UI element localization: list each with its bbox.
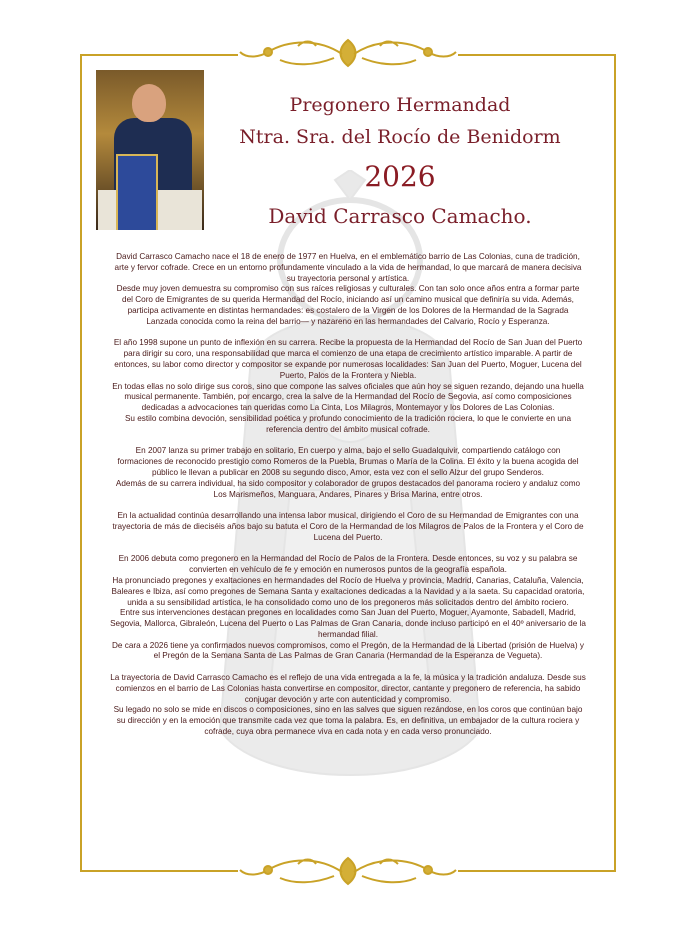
bio-paragraph xyxy=(86,446,610,500)
bio-line: conjugar devoción y arte con autenticidad y compromiso. xyxy=(244,694,452,704)
bio-line: convierten en vehículo de fe y emoción en numerosos puntos de la geografía española. xyxy=(189,565,507,575)
bio-line: público le llevan a publicar en 2008 su segundo disco, Amor, esta vez con el sello Alzur del grupo Senderos. xyxy=(152,467,544,477)
bio-line: musical permanente. También, por encargo, crea la salve de la Hermandad del Rocío de Segovia, así como composiciones xyxy=(124,392,572,402)
bio-line: De cara a 2026 tiene ya confirmados nuevos compromisos, como el Pregón, de la Hermandad de la Libertad (prisión de Huelva) y xyxy=(112,640,584,650)
bio-line: En todas ellas no solo dirige sus coros, sino que compone las salves oficiales que aún hoy se siguen rezando, dejando una huella xyxy=(112,381,584,391)
bio-line: Los Marismeños, Manguara, Andares, Pinares y Brisa Marina, entre otros. xyxy=(213,489,483,499)
bio-line: En 2006 debuta como pregonero en la Hermandad del Rocío de Palos de la Frontera. Desde entonces, su voz y su palabra se xyxy=(118,554,578,564)
bio-line: formaciones de reconocido prestigio como Romeros de la Puebla, Brumas o María de la Colina. El éxito y la buena acogida del xyxy=(117,457,579,467)
bio-line: arte y fervor cofrade. Crece en un entorno profundamente vinculado a la vida de hermandad, lo que marcará de manera decisiva xyxy=(114,262,582,272)
bio-paragraph xyxy=(86,338,610,435)
bio-line: su dirección y en la emoción que transmite cada vez que toma la palabra. Es, en definitiva, un embajador de la cultura rociera y xyxy=(116,716,580,726)
bio-line: En la actualidad continúa desarrollando una intensa labor musical, dirigiendo el Coro de su Hermandad de Emigrantes con una xyxy=(117,511,579,521)
bio-paragraph xyxy=(86,511,610,543)
bio-line: Además de su carrera individual, ha sido compositor y colaborador de grupos destacados del panorama rociero y andaluz como xyxy=(115,478,581,488)
bio-line: para dirigir su coro, una responsabilidad que marca el comienzo de una etapa de crecimiento artístico imparable. A partir de xyxy=(123,349,573,359)
bio-line: cofrade, cuya obra permanece viva en cada nota y en cada verso pronunciado. xyxy=(204,727,492,737)
bio-line: En 2007 lanza su primer trabajo en solitario, En cuerpo y alma, bajo el sello Guadalquivir, compartiendo catálogo con xyxy=(135,446,561,456)
bio-line: hermandad filial. xyxy=(317,629,379,639)
bio-line: Lucena del Puerto. xyxy=(313,532,383,542)
bio-line: Baleares e Ibiza, así como pregones de Semana Santa y exaltaciones dedicadas a la Navidad y a la saeta. Su capacidad oratoria, xyxy=(111,586,585,596)
heading-line-2: Ntra. Sra. del Rocío de Benidorm xyxy=(239,126,561,148)
heading-name: David Carrasco Camacho. xyxy=(268,204,532,228)
bio-paragraph xyxy=(86,554,610,662)
bio-paragraph xyxy=(86,252,610,328)
bio-line: entonces, su labor como director y compositor se expande por numerosas localidades: San Juan del Puerto, Moguer, Lucena del xyxy=(114,359,582,369)
bio-line: Ha pronunciado pregones y exaltaciones en hermandades del Rocío de Huelva y provincia, Madrid, Canarias, Cataluña, Valencia, xyxy=(112,575,584,585)
bio-line: Desde muy joven demuestra su compromiso con sus raíces religiosas y culturales. Con tan solo once años entra a formar parte xyxy=(116,284,580,294)
bio-line: Segovia, Mallorca, Gibraleón, Lucena del Puerto o Las Palmas de Gran Canaria, donde incluso participó en el 40º aniversario de la xyxy=(110,619,586,629)
bio-line: David Carrasco Camacho nace el 18 de enero de 1977 en Huelva, en el emblemático barrio de Las Colonias, cuna de tradición, xyxy=(116,252,580,261)
bio-line: comienzos en el barrio de Las Colonias hasta convertirse en compositor, director, cantante y pregonero de referencia, ha sabido xyxy=(115,683,581,693)
bio-line: trayectoria de más de dieciséis años bajo su batuta el Coro de la Hermandad de los Milagros de Palos de la Frontera y el Coro de xyxy=(112,521,584,531)
bio-line: Su estilo combina devoción, sensibilidad poética y profundo conocimiento de la tradición rociera, lo que le convierte en una xyxy=(124,413,572,423)
speaker-photo xyxy=(96,70,204,230)
bio-line: Entre sus intervenciones destacan pregones en localidades como San Juan del Puerto, Moguer, Ayamonte, Sabadell, Madrid, xyxy=(120,608,576,618)
bio-line: dedicadas a advocaciones tan queridas como La Cinta, Los Milagros, Montemayor y los Dolores de Las Colonias. xyxy=(141,403,555,413)
bio-line: Su legado no solo se mide en discos o composiciones, sino en las salves que siguen rezándose, en los coros que continúan bajo xyxy=(113,705,583,715)
bio-paragraph xyxy=(86,673,610,738)
bio-line: unida a su sensibilidad artística, le ha consolidado como uno de los pregoneros más solicitados dentro del ámbito rociero. xyxy=(127,597,569,607)
top-scroll-ornament-icon xyxy=(238,34,458,74)
bio-line: participa activamente en distintas hermandades: es costalero de la Virgen de los Dolores de la Hermandad de la Sagrada xyxy=(127,305,569,315)
photo-figure-head xyxy=(132,84,166,122)
bio-line: La trayectoria de David Carrasco Camacho es el reflejo de una vida entregada a la fe, la música y la tradición andaluza. Desde sus xyxy=(110,673,586,683)
bio-line: su trayectoria personal y artística. xyxy=(286,273,410,283)
bio-line: del Coro de Emigrantes de su querida Hermandad del Rocío, iniciando así un camino musical que definiría su vida. Además, xyxy=(122,295,574,305)
photo-banner xyxy=(116,154,158,230)
heading-line-1: Pregonero Hermandad xyxy=(289,94,511,116)
bio-line: El año 1998 supone un punto de inflexión en su carrera. Recibe la propuesta de la Hermandad del Rocío de San Juan del Puerto xyxy=(113,338,583,348)
bio-line: referencia dentro del ámbito musical cofrade. xyxy=(266,424,430,434)
bio-line: Lanzada conocida como la reina del barrio— y nazareno en las hermandades del Calvario, Rocío y Esperanza. xyxy=(146,316,550,326)
bottom-scroll-ornament-icon xyxy=(238,852,458,892)
heading-year: 2026 xyxy=(364,160,436,193)
biography-text xyxy=(86,252,610,749)
bio-line: el Pregón de la Semana Santa de Las Palmas de Gran Canaria (Hermandad de la Esperanza de Vegueta). xyxy=(153,651,543,661)
bio-line: Puerto, Palos de la Frontera y Niebla. xyxy=(279,370,417,380)
